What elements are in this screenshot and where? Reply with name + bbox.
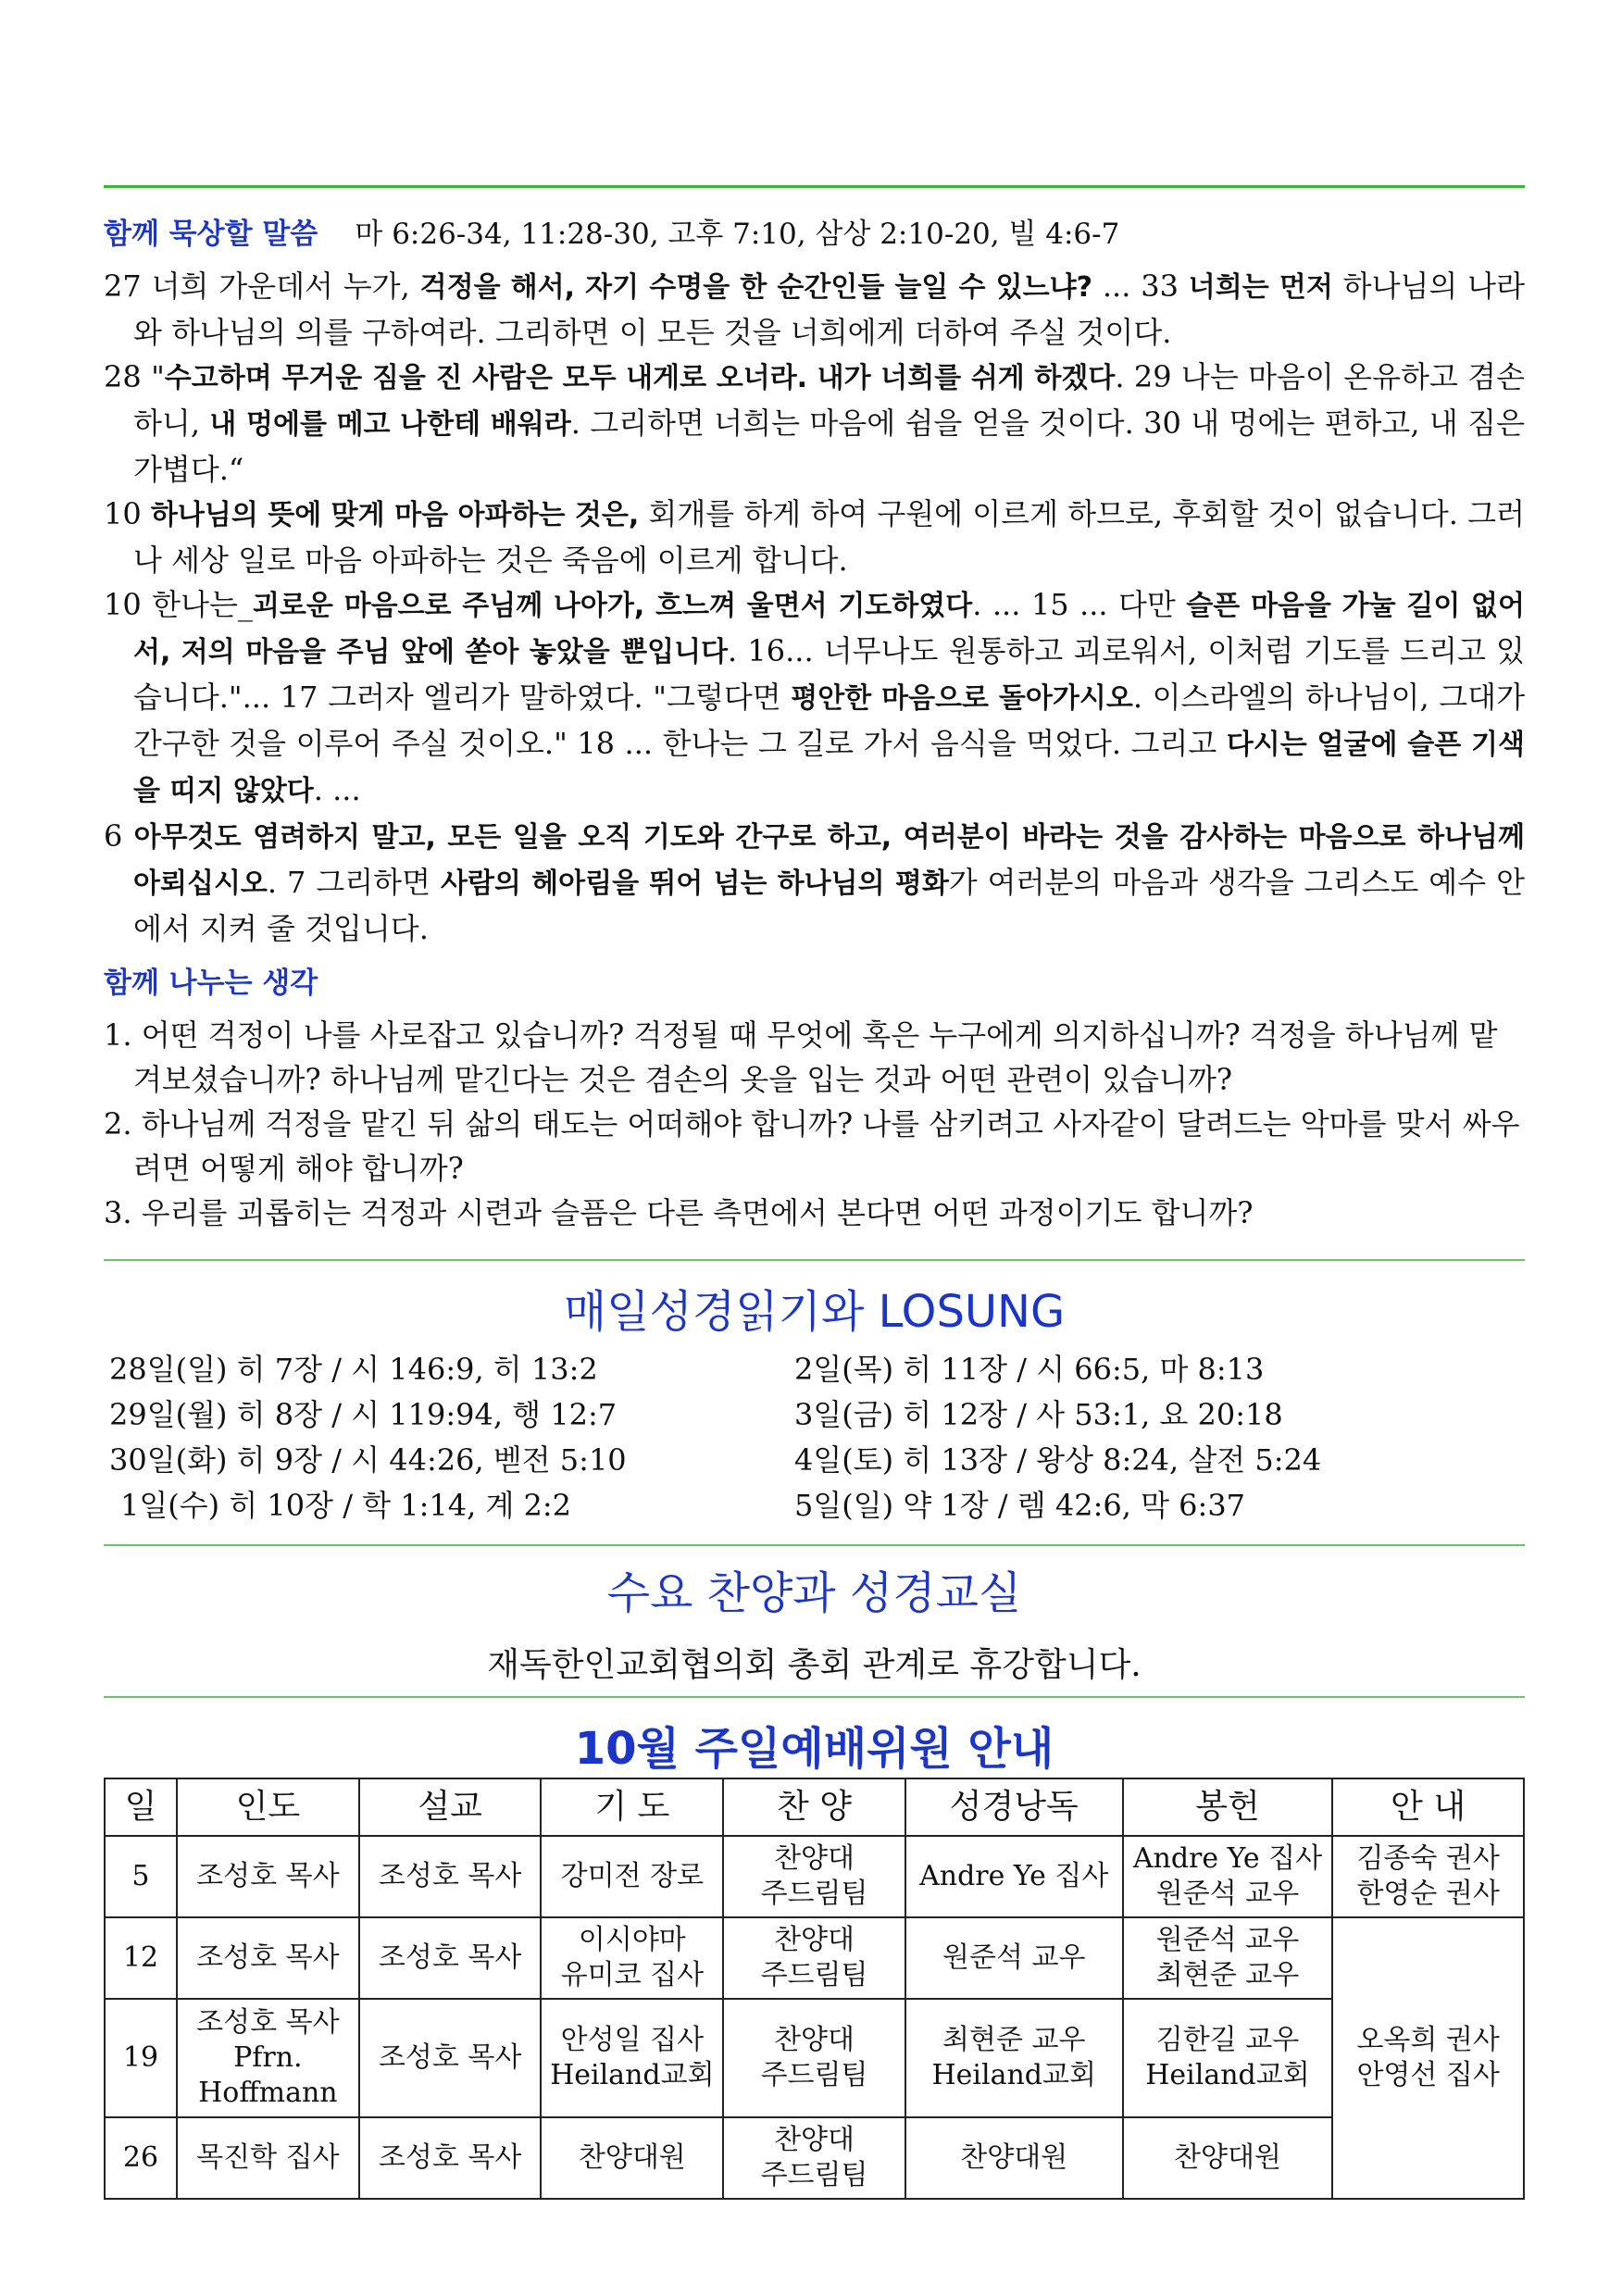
verse-paragraph bbox=[104, 264, 1525, 355]
day-cell: 12 bbox=[105, 1917, 177, 1999]
cell-line: Hoffmann bbox=[198, 2077, 338, 2109]
section-divider bbox=[104, 1544, 1525, 1546]
verse-emphasis: 평안한 마음으로 돌아가시오 bbox=[791, 682, 1133, 715]
praise-cell bbox=[723, 2117, 905, 2199]
cell-line: 찬양대 bbox=[774, 2024, 855, 2056]
verse-emphasis: 아무것도 염려하지 말고, 모든 일을 오직 기도와 간구로 하고, 여러분이 바라는 것을 감사하는 마음으로 하나님께 아뢰십시오 bbox=[133, 821, 1525, 900]
top-divider bbox=[104, 185, 1525, 188]
table-header-row bbox=[105, 1778, 1524, 1836]
verse-text: 27 너희 가운데서 누가, bbox=[104, 268, 420, 304]
cell-line: 이시야마 bbox=[578, 1924, 686, 1956]
praise-cell bbox=[723, 1836, 905, 1917]
cell-line: 찬양대 bbox=[774, 1842, 855, 1875]
offering-cell bbox=[1123, 1917, 1333, 1999]
cell-line: 주드림팀 bbox=[760, 1878, 868, 1910]
col-header: 안 내 bbox=[1332, 1778, 1524, 1836]
cell-line: 한영순 권사 bbox=[1356, 1878, 1500, 1910]
verse-emphasis: 다시는 얼굴에 슬픈 기색을 띠지 않았다 bbox=[133, 729, 1525, 807]
sermon-cell: 조성호 목사 bbox=[359, 1836, 542, 1917]
reading-entry: 30일(화) 히 9장 / 시 44:26, 벧전 5:10 bbox=[109, 1442, 627, 1478]
sermon-cell: 조성호 목사 bbox=[359, 2117, 542, 2199]
lead-cell bbox=[177, 1999, 359, 2117]
verse-text: . 이스라엘의 하나님이, 그대가 간구한 것을 이루어 주실 것이오." 18 ... 한나는 그 길로 가서 음식을 먹었다. 그리고 bbox=[133, 680, 1525, 761]
verse-paragraph bbox=[104, 492, 1525, 582]
verse-text: 회개를 하게 하여 구원에 이르게 하므로, 후회할 것이 없습니다. 그러나 세상 일로 마음 아파하는 것은 죽음에 이르게 합니다. bbox=[133, 496, 1525, 578]
cell-line: 주드림팀 bbox=[760, 1959, 868, 1991]
table-row bbox=[105, 2117, 1524, 2199]
col-header: 기 도 bbox=[541, 1778, 723, 1836]
verse-emphasis: 하나님의 뜻에 맞게 마음 아파하는 것은, bbox=[150, 499, 640, 531]
verse-emphasis: 걱정을 해서, 자기 수명을 한 순간인들 늘일 수 있느냐? bbox=[419, 271, 1092, 304]
day-cell: 19 bbox=[105, 1999, 177, 2117]
section-divider bbox=[104, 1259, 1525, 1261]
reading-entry: 4일(토) 히 13장 / 왕상 8:24, 살전 5:24 bbox=[794, 1442, 1322, 1478]
verse-text: 가 여러분의 마음과 생각을 그리스도 예수 안에서 지켜 줄 것입니다. bbox=[133, 865, 1525, 946]
verse-text: 28 " bbox=[104, 359, 165, 394]
duty-title: 10월 주일예배위원 안내 bbox=[574, 1723, 1054, 1775]
table-row bbox=[105, 1999, 1524, 2117]
worship-duty-table bbox=[104, 1778, 1525, 2200]
lead-cell: 조성호 목사 bbox=[177, 1836, 359, 1917]
cell-line: Heiland교회 bbox=[550, 2059, 715, 2091]
reading-column-right bbox=[794, 1347, 1321, 1529]
cell-line: 김종숙 권사 bbox=[1356, 1842, 1500, 1875]
reading-entry: 5일(일) 약 1장 / 렘 42:6, 막 6:37 bbox=[794, 1488, 1246, 1523]
col-header: 인도 bbox=[177, 1778, 359, 1836]
cell-line: 안성일 집사 bbox=[560, 2024, 705, 2056]
cell-line: 조성호 목사 bbox=[196, 2006, 340, 2039]
cell-line: Pfrn. bbox=[233, 2041, 303, 2074]
prayer-cell: 강미전 장로 bbox=[541, 1836, 723, 1917]
cell-line: 안영선 집사 bbox=[1356, 2059, 1500, 2091]
discussion-question: 3. 우리를 괴롭히는 걱정과 시련과 슬픔은 다른 측면에서 본다면 어떤 과정이기도 합니까? bbox=[104, 1195, 1254, 1230]
table-row bbox=[105, 1836, 1524, 1917]
reading-entry: 28일(일) 히 7장 / 시 146:9, 히 13:2 bbox=[109, 1352, 598, 1387]
cell-line: 찬양대 bbox=[774, 1924, 855, 1956]
col-header: 성경낭독 bbox=[905, 1778, 1123, 1836]
wednesday-title: 수요 찬양과 성경교실 bbox=[606, 1567, 1022, 1619]
verse-text: . 7 그리하면 bbox=[267, 865, 441, 900]
offering-cell bbox=[1123, 1836, 1333, 1917]
usher-merged-cell bbox=[1332, 1917, 1524, 2199]
prayer-cell: 찬양대원 bbox=[541, 2117, 723, 2199]
verse-text: . ... bbox=[313, 772, 361, 807]
verse-text: . 그리하면 너희는 마음에 쉼을 얻을 것이다. 30 내 멍에는 편하고, 내 짐은 가볍다.“ bbox=[133, 406, 1525, 487]
reading-cell bbox=[905, 1999, 1123, 2117]
sharing-heading: 함께 나누는 생각 bbox=[104, 967, 318, 1000]
col-header: 찬 양 bbox=[723, 1778, 905, 1836]
offering-cell bbox=[1123, 1999, 1333, 2117]
reading-title: 매일성경읽기와 LOSUNG bbox=[563, 1286, 1066, 1338]
cell-line: 원준석 교우 bbox=[1155, 1924, 1300, 1956]
praise-cell bbox=[723, 1999, 905, 2117]
discussion-question: 1. 어떤 걱정이 나를 사로잡고 있습니까? 걱정될 때 무엇에 혹은 누구에게 의지하십니까? 걱정을 하나님께 맡겨보셨습니까? 하나님께 맡긴다는 것은 겸손의 옷을 입는 것과 어떤 관련이 있습니까? bbox=[104, 1017, 1498, 1097]
verse-text: . 29 나는 마음이 온유하고 겸손하니, bbox=[133, 359, 1525, 441]
verse-emphasis: 수고하며 무거운 짐을 진 사람은 모두 내게로 오너라. 내가 너희를 쉬게 하겠다 bbox=[164, 362, 1116, 394]
day-cell: 26 bbox=[105, 2117, 177, 2199]
cell-line: Heiland교회 bbox=[931, 2059, 1096, 2091]
reading-cell: 찬양대원 bbox=[905, 2117, 1123, 2199]
reading-column-left bbox=[109, 1347, 627, 1529]
col-header: 설교 bbox=[359, 1778, 542, 1836]
discussion-question: 2. 하나님께 걱정을 맡긴 뒤 삶의 태도는 어떠해야 합니까? 나를 삼키려고 사자같이 달려드는 악마를 맞서 싸우려면 어떻게 해야 합니까? bbox=[104, 1106, 1520, 1186]
reading-entry: 2일(목) 히 11장 / 시 66:5, 마 8:13 bbox=[794, 1352, 1265, 1387]
sermon-cell: 조성호 목사 bbox=[359, 1917, 542, 1999]
cell-line: Andre Ye 집사 bbox=[1132, 1842, 1323, 1875]
verse-emphasis: 너희는 먼저 bbox=[1188, 271, 1333, 304]
reading-entry: 1일(수) 히 10장 / 학 1:14, 계 2:2 bbox=[120, 1488, 572, 1523]
cell-line: 최현준 교우 bbox=[942, 2024, 1086, 2056]
reading-cell: Andre Ye 집사 bbox=[905, 1836, 1123, 1917]
cell-line: 유미코 집사 bbox=[560, 1959, 705, 1991]
reading-entry: 3일(금) 히 12장 / 사 53:1, 요 20:18 bbox=[794, 1397, 1283, 1432]
meditation-section bbox=[104, 211, 1525, 1235]
lead-cell: 목진학 집사 bbox=[177, 2117, 359, 2199]
col-header: 일 bbox=[105, 1778, 177, 1836]
col-header: 봉헌 bbox=[1123, 1778, 1333, 1836]
verse-text: 10 bbox=[104, 496, 151, 531]
verse-paragraph bbox=[104, 582, 1525, 814]
cell-line: 최현준 교우 bbox=[1155, 1959, 1300, 1991]
usher-cell bbox=[1332, 1836, 1524, 1917]
lead-cell: 조성호 목사 bbox=[177, 1917, 359, 1999]
verse-text: . ... 15 ... 다만 bbox=[972, 587, 1187, 622]
verse-emphasis: 슬픈 마음을 가눌 길이 없어서, 저의 마음을 주님 앞에 쏟아 놓았을 뿐입니다 bbox=[133, 590, 1525, 668]
verse-text: ... 33 bbox=[1092, 268, 1189, 304]
prayer-cell bbox=[541, 1999, 723, 2117]
table-row bbox=[105, 1917, 1524, 1999]
praise-cell bbox=[723, 1917, 905, 1999]
verse-text: . 16... 너무나도 원통하고 괴로워서, 이처럼 기도를 드리고 있습니다."... 17 그러자 엘리가 말하였다. "그렇다면 bbox=[133, 633, 1525, 715]
offering-cell: 찬양대원 bbox=[1123, 2117, 1333, 2199]
cell-line: 오옥희 권사 bbox=[1356, 2024, 1500, 2056]
verse-text: 6 bbox=[104, 818, 134, 854]
wednesday-notice: 재독한인교회협의회 총회 관계로 휴강합니다. bbox=[487, 1646, 1142, 1684]
cell-line: 주드림팀 bbox=[760, 2159, 868, 2191]
verse-paragraph bbox=[104, 355, 1525, 492]
verse-emphasis: 내 멍에를 메고 나한테 배워라 bbox=[209, 408, 571, 441]
sermon-cell: 조성호 목사 bbox=[359, 1999, 542, 2117]
meditation-heading: 함께 묵상할 말씀 bbox=[104, 218, 318, 251]
verse-emphasis: 사람의 헤아림을 뛰어 넘는 하나님의 평화 bbox=[440, 867, 949, 900]
section-divider bbox=[104, 1696, 1525, 1698]
day-cell: 5 bbox=[105, 1836, 177, 1917]
verse-emphasis: 괴로운 마음으로 주님께 나아가, 흐느껴 울면서 기도하였다 bbox=[252, 590, 973, 622]
cell-line: 김한길 교우 bbox=[1155, 2024, 1300, 2056]
cell-line: Heiland교회 bbox=[1145, 2059, 1310, 2091]
prayer-cell bbox=[541, 1917, 723, 1999]
cell-line: 원준석 교우 bbox=[1155, 1878, 1300, 1910]
cell-line: 찬양대 bbox=[774, 2124, 855, 2156]
cell-line: 주드림팀 bbox=[760, 2059, 868, 2091]
verse-text: 하나님의 나라와 하나님의 의를 구하여라. 그리하면 이 모든 것을 너희에게 더하여 주실 것이다. bbox=[133, 268, 1526, 350]
meditation-heading-line bbox=[104, 211, 1525, 256]
reading-entry: 29일(월) 히 8장 / 시 119:94, 행 12:7 bbox=[109, 1397, 618, 1432]
verse-text: 10 한나는_ bbox=[104, 587, 253, 622]
reading-cell: 원준석 교우 bbox=[905, 1917, 1123, 1999]
sharing-heading-line bbox=[104, 960, 1525, 1005]
verse-paragraph bbox=[104, 814, 1525, 951]
scripture-references: 마 6:26-34, 11:28-30, 고후 7:10, 삼상 2:10-20, 빌 4:6-7 bbox=[355, 218, 1120, 251]
